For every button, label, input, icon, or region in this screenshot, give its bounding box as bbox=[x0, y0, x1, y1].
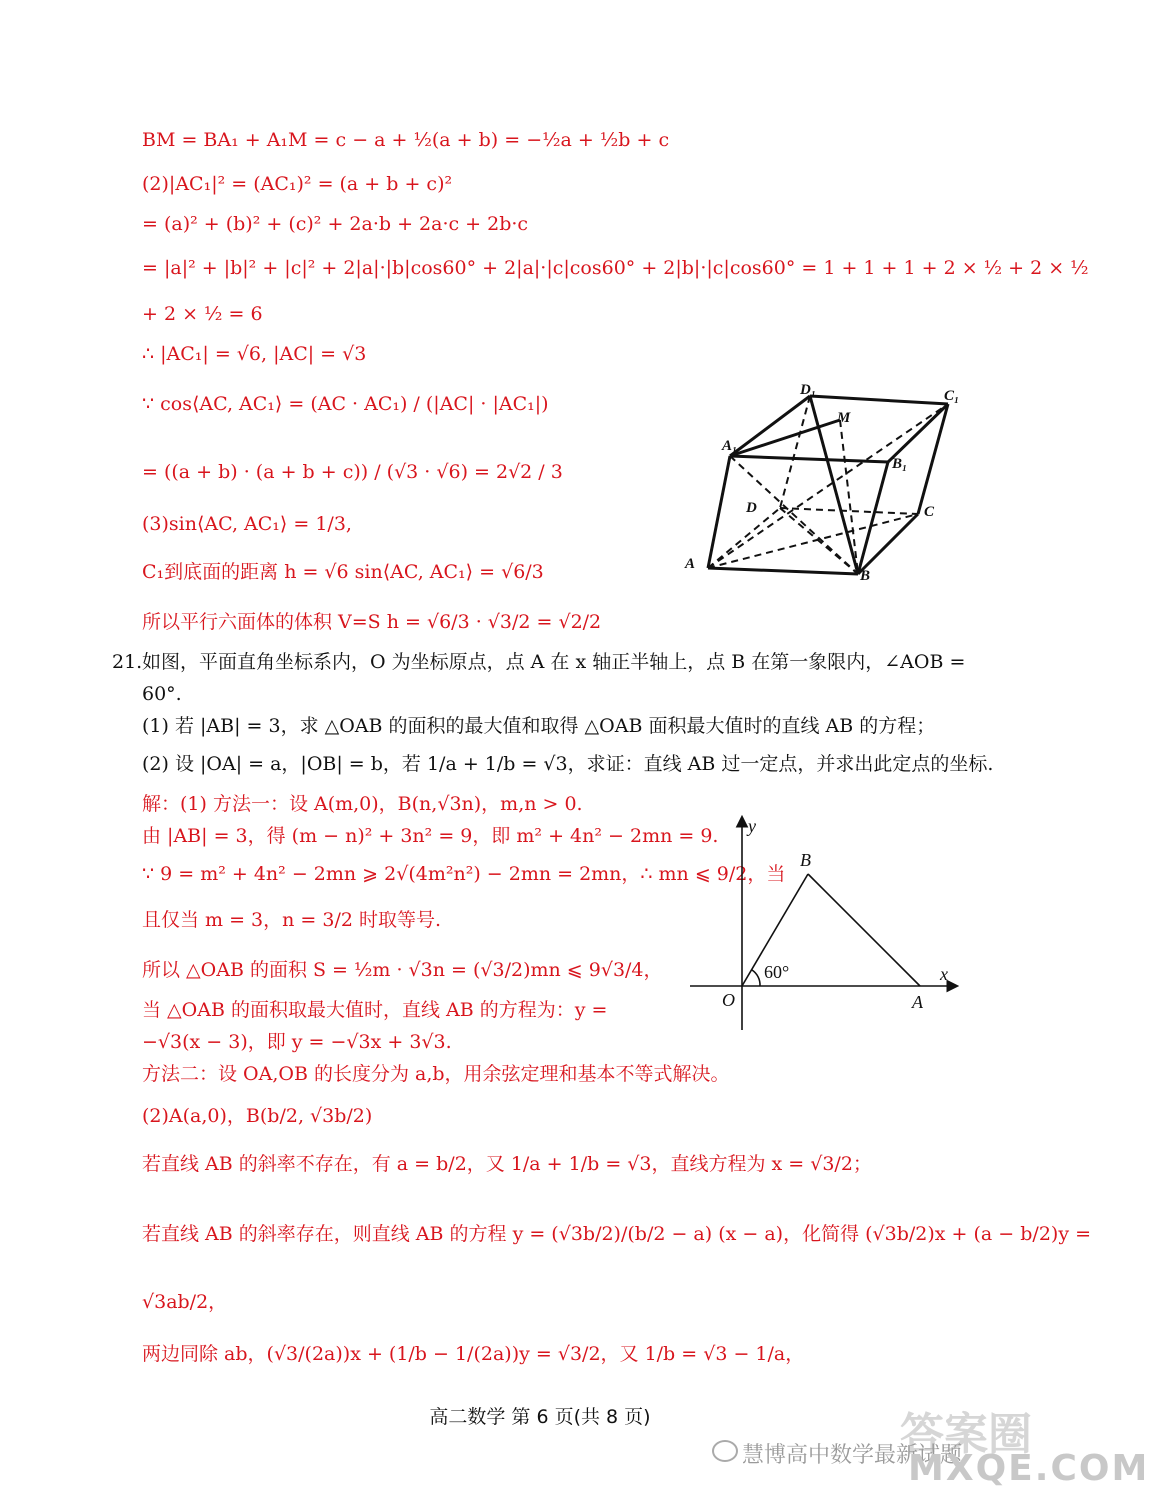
label-M: M bbox=[837, 410, 851, 426]
solution-line-2: (2)|AC₁|² = (AC₁)² = (a + b + c)² bbox=[142, 173, 453, 195]
wechat-icon bbox=[712, 1440, 738, 1462]
solution-line-11: 所以平行六面体的体积 V=S h = √6/3 · √3/2 = √2/2 bbox=[142, 611, 602, 633]
coordinate-figure bbox=[680, 808, 980, 1038]
label-A: A bbox=[912, 992, 923, 1012]
label-x: x bbox=[940, 964, 948, 984]
solution-line-5: + 2 × ½ = 6 bbox=[142, 303, 263, 325]
question-part1: (1) 若 |AB| = 3，求 △OAB 的面积的最大值和取得 △OAB 面积最大值时的直线 AB 的方程； bbox=[142, 715, 936, 737]
label-y: y bbox=[748, 816, 756, 836]
question-stem-line1: 如图，平面直角坐标系内，O 为坐标原点，点 A 在 x 轴正半轴上，点 B 在第一象限内，∠AOB = bbox=[142, 651, 966, 673]
answer-line-9: (2)A(a,0)，B(b/2, √3b/2) bbox=[142, 1105, 373, 1127]
answer-line-8: 方法二：设 OA,OB 的长度分为 a,b，用余弦定理和基本不等式解决。 bbox=[142, 1063, 730, 1085]
answer-line-2: 由 |AB| = 3，得 (m − n)² + 3n² = 9，即 m² + 4n² − 2mn = 9. bbox=[142, 825, 719, 847]
solution-line-3: = (a)² + (b)² + (c)² + 2a·b + 2a·c + 2b·c bbox=[142, 213, 529, 235]
watermark-logo: 答案圈 bbox=[900, 1409, 1032, 1460]
answer-line-1: 解：(1) 方法一：设 A(m,0)，B(n,√3n)，m,n > 0. bbox=[142, 793, 583, 815]
question-number: 21. bbox=[112, 651, 143, 673]
answer-line-7: −√3(x − 3)，即 y = −√3x + 3√3. bbox=[142, 1031, 452, 1053]
label-B: B bbox=[860, 568, 871, 584]
label-A1: A₁ bbox=[722, 438, 738, 454]
answer-line-5: 所以 △OAB 的面积 S = ½m · √3n = (√3/2)mn ⩽ 9√3/4， bbox=[142, 959, 663, 981]
label-60deg: 60° bbox=[764, 962, 790, 982]
question-stem-line2: 60°. bbox=[142, 683, 182, 705]
solution-line-6: ∴ |AC₁| = √6, |AC| = √3 bbox=[142, 343, 367, 365]
parallelepiped-figure bbox=[680, 378, 980, 588]
answer-line-11: 若直线 AB 的斜率存在，则直线 AB 的方程 y = (√3b/2)/(b/2 − a) (x − a)，化简得 (√3b/2)x + (a − b/2)y = bbox=[142, 1223, 1092, 1245]
label-D: D bbox=[746, 500, 757, 516]
answer-line-13: 两边同除 ab，(√3/(2a))x + (1/b − 1/(2a))y = √3/2，又 1/b = √3 − 1/a， bbox=[142, 1343, 805, 1365]
solution-line-7: ∵ cos⟨AC, AC₁⟩ = (AC · AC₁) / (|AC| · |AC₁|) bbox=[142, 393, 549, 415]
answer-line-12: √3ab/2， bbox=[142, 1291, 228, 1313]
watermark-account: 慧博高中数学最新试题 bbox=[742, 1443, 963, 1468]
solution-line-1: BM = BA₁ + A₁M = c − a + ½(a + b) = −½a + ½b + c bbox=[142, 129, 670, 151]
label-B: B bbox=[800, 850, 811, 870]
answer-line-4: 且仅当 m = 3，n = 3/2 时取等号. bbox=[142, 909, 442, 931]
solution-line-10: C₁到底面的距离 h = √6 sin⟨AC, AC₁⟩ = √6/3 bbox=[142, 561, 544, 583]
label-D1: D₁ bbox=[800, 382, 817, 398]
page-footer: 高二数学 第 6 页(共 8 页) bbox=[429, 1406, 651, 1428]
label-C: C bbox=[924, 504, 935, 520]
label-C1: C₁ bbox=[944, 388, 960, 404]
label-B1: B₁ bbox=[892, 456, 908, 472]
solution-line-4: = |a|² + |b|² + |c|² + 2|a|·|b|cos60° + 2|a|·|c|cos60° + 2|b|·|c|cos60° = 1 + 1 + 1 + 2 × ½ + 2 × ½ bbox=[142, 257, 1089, 279]
answer-line-10: 若直线 AB 的斜率不存在，有 a = b/2，又 1/a + 1/b = √3，直线方程为 x = √3/2； bbox=[142, 1153, 872, 1175]
answer-line-6: 当 △OAB 的面积取最大值时，直线 AB 的方程为：y = bbox=[142, 999, 608, 1021]
label-A: A bbox=[685, 556, 696, 572]
answer-line-3: ∵ 9 = m² + 4n² − 2mn ⩾ 2√(4m²n²) − 2mn = 2mn，∴ mn ⩽ 9/2，当 bbox=[142, 863, 786, 885]
label-O: O bbox=[722, 990, 735, 1010]
solution-line-8: = ((a + b) · (a + b + c)) / (√3 · √6) = 2√2 / 3 bbox=[142, 461, 563, 483]
watermark-url: MXQE.COM bbox=[908, 1448, 1149, 1489]
question-part2: (2) 设 |OA| = a，|OB| = b，若 1/a + 1/b = √3，求证：直线 AB 过一定点，并求出此定点的坐标. bbox=[142, 753, 994, 775]
solution-line-9: (3)sin⟨AC, AC₁⟩ = 1/3, bbox=[142, 513, 352, 535]
